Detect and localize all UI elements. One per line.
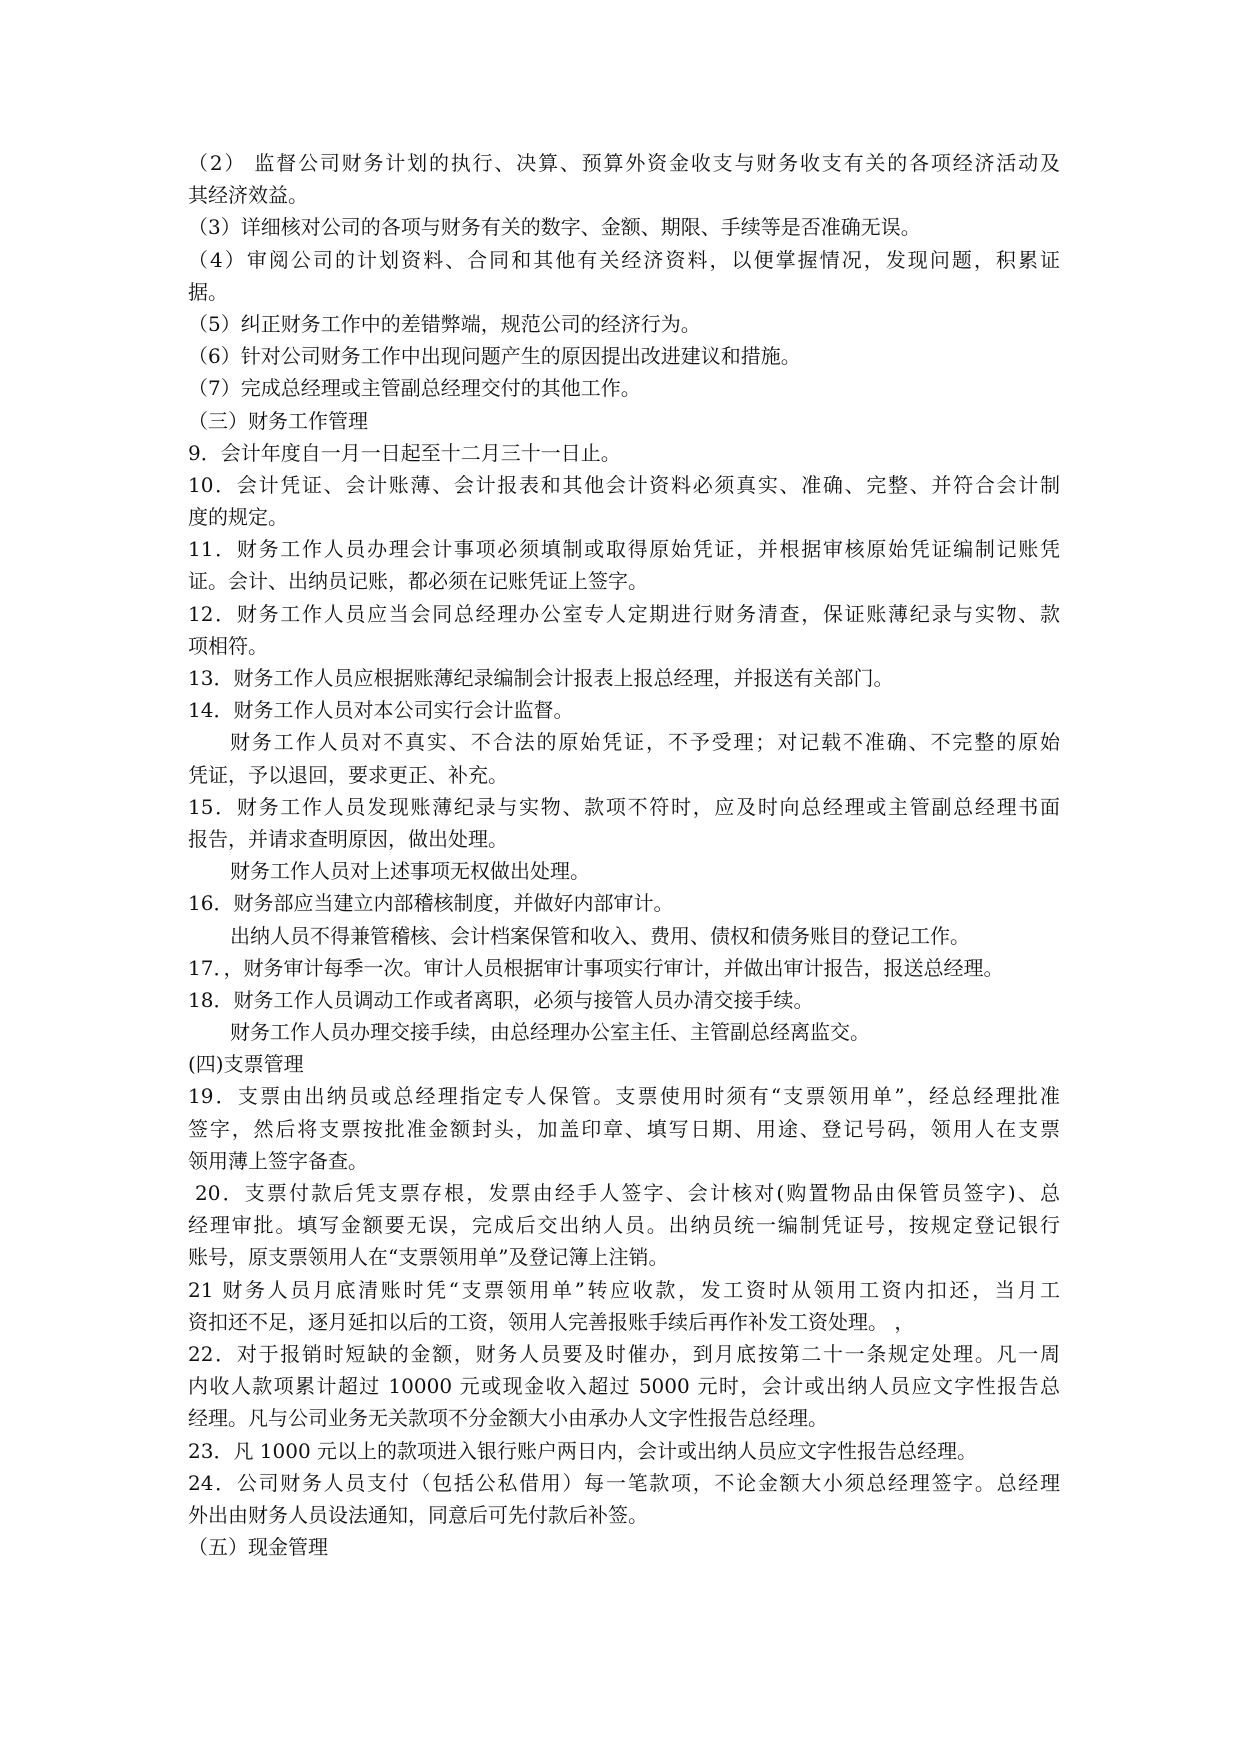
text-line: 21 财务人员月底清账时凭“支票领用单”转应收款，发工资时从领用工资内扣还，当月工 xyxy=(188,1277,1060,1302)
text-line: 外出由财务人员设法通知，同意后可先付款后补签。 xyxy=(188,1502,648,1527)
text-line: 资扣还不足，逐月延扣以后的工资，领用人完善报账手续后再作补发工资处理。 ， xyxy=(188,1309,915,1334)
text-line: 16．财务部应当建立内部稽核制度，并做好内部审计。 xyxy=(188,891,674,916)
text-line: 度的规定。 xyxy=(188,505,288,530)
text-line: 财务工作人员对不真实、不合法的原始凭证，不予受理；对记载不准确、不完整的原始 xyxy=(230,730,1060,755)
text-line: （4）审阅公司的计划资料、合同和其他有关经济资料，以便掌握情况，发现问题，积累证 xyxy=(188,247,1060,272)
text-line: 17．，财务审计每季一次。审计人员根据审计事项实行审计，并做出审计报告，报送总经理。 xyxy=(188,955,1004,980)
text-line: 报告，并请求查明原因，做出处理。 xyxy=(188,826,508,851)
text-line: 24．公司财务人员支付（包括公私借用）每一笔款项，不论金额大小须总经理签字。总经理 xyxy=(188,1470,1060,1495)
text-line: 经理。凡与公司业务无关款项不分金额大小由承办人文字性报告总经理。 xyxy=(188,1406,828,1431)
text-line: 12．财务工作人员应当会同总经理办公室专人定期进行财务清查，保证账薄纪录与实物、款 xyxy=(188,601,1060,626)
section-heading: （三）财务工作管理 xyxy=(188,408,368,433)
text-line: 内收人款项累计超过 10000 元或现金收入超过 5000 元时，会计或出纳人员应文字性报告总 xyxy=(188,1374,1060,1399)
text-line: 13．财务工作人员应根据账薄纪录编制会计报表上报总经理，并报送有关部门。 xyxy=(188,666,894,690)
text-line: （7）完成总经理或主管副总经理交付的其他工作。 xyxy=(188,376,641,401)
document-body xyxy=(188,147,1060,1563)
text-line: 出纳人员不得兼管稽核、会计档案保管和收入、费用、债权和债务账目的登记工作。 xyxy=(230,923,970,948)
text-line: 11．财务工作人员办理会计事项必须填制或取得原始凭证，并根据审核原始凭证编制记账凭 xyxy=(188,537,1060,562)
section-heading: （五）现金管理 xyxy=(188,1535,328,1560)
text-line: （2） 监督公司财务计划的执行、决算、预算外资金收支与财务收支有关的各项经济活动及 xyxy=(188,151,1060,175)
text-line: 其经济效益。 xyxy=(188,183,308,208)
text-line: 14．财务工作人员对本公司实行会计监督。 xyxy=(188,698,574,723)
text-line: 领用薄上签字备查。 xyxy=(188,1148,368,1173)
text-line: 凭证，予以退回，要求更正、补充。 xyxy=(188,762,508,787)
text-line: 19．支票由出纳员或总经理指定专人保管。支票使用时须有“支票领用单”，经总经理批准 xyxy=(188,1084,1060,1109)
text-line: 签字，然后将支票按批准金额封头，加盖印章、填写日期、用途、登记号码，领用人在支票 xyxy=(188,1116,1060,1141)
text-line: 22．对于报销时短缺的金额，财务人员要及时催办，到月底按第二十一条规定处理。凡一周 xyxy=(188,1341,1060,1366)
text-line: 财务工作人员对上述事项无权做出处理。 xyxy=(230,859,590,884)
text-line: 9．会计年度自一月一日起至十二月三十一日止。 xyxy=(188,440,621,465)
text-line: （3）详细核对公司的各项与财务有关的数字、金额、期限、手续等是否准确无误。 xyxy=(188,215,921,240)
text-line: 财务工作人员办理交接手续，由总经理办公室主任、主管副总经离监交。 xyxy=(230,1020,870,1045)
text-line: 23．凡 1000 元以上的款项进入银行账户两日内，会计或出纳人员应文字性报告总经理。 xyxy=(188,1438,978,1463)
text-line: 账号，原支票领用人在“支票领用单”及登记簿上注销。 xyxy=(188,1245,669,1270)
text-line: 10．会计凭证、会计账薄、会计报表和其他会计资料必须真实、准确、完整、并符合会计制 xyxy=(188,472,1060,497)
text-line: 20．支票付款后凭支票存根，发票由经手人签字、会计核对(购置物品由保管员签字)、总 xyxy=(195,1181,1060,1205)
text-line: （6）针对公司财务工作中出现问题产生的原因提出改进建议和措施。 xyxy=(188,344,801,369)
text-line: 18．财务工作人员调动工作或者离职，必须与接管人员办清交接手续。 xyxy=(188,987,814,1012)
text-line: 证。会计、出纳员记账，都必须在记账凭证上签字。 xyxy=(188,569,648,594)
text-line: 项相符。 xyxy=(188,633,268,658)
text-line: 经理审批。填写金额要无误，完成后交出纳人员。出纳员统一编制凭证号，按规定登记银行 xyxy=(188,1213,1060,1238)
section-heading: (四)支票管理 xyxy=(188,1052,304,1077)
text-line: （5）纠正财务工作中的差错弊端，规范公司的经济行为。 xyxy=(188,311,701,336)
text-line: 15．财务工作人员发现账薄纪录与实物、款项不符时，应及时向总经理或主管副总经理书面 xyxy=(188,794,1060,819)
text-line: 据。 xyxy=(188,279,228,304)
